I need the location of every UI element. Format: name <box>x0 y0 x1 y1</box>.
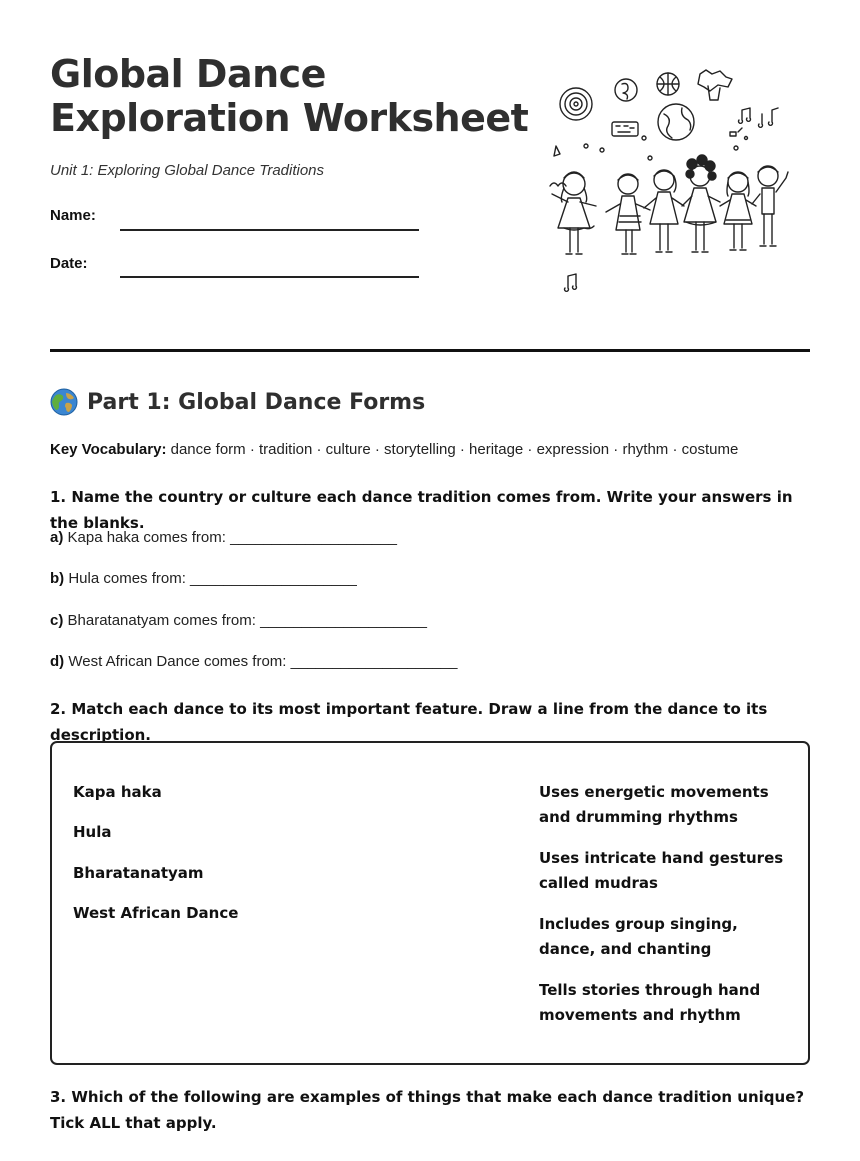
dancing-children-illustration <box>540 66 800 296</box>
match-feature-4[interactable]: Tells stories through hand movements and rhythm <box>539 981 761 1024</box>
title-line-1: Global Dance <box>50 52 326 96</box>
matching-box <box>50 741 810 1065</box>
question-1-item-d[interactable] <box>50 653 458 670</box>
item-text: West African Dance comes from: ____________________ <box>68 653 458 670</box>
match-dance-hula[interactable]: Hula <box>73 823 112 841</box>
vocab-label: Key Vocabulary: <box>50 441 167 458</box>
question-1-prompt: 1. Name the country or culture each dance tradition comes from. Write your answers in the blanks. <box>50 488 793 532</box>
key-vocabulary <box>50 441 738 458</box>
unit-subtitle: Unit 1: Exploring Global Dance Traditions <box>50 162 325 179</box>
question-3-prompt: 3. Which of the following are examples of things that make each dance tradition unique? Tick ALL that apply. <box>50 1088 805 1132</box>
globe-icon <box>50 388 78 416</box>
item-text: Kapa haka comes from: ____________________ <box>67 529 397 546</box>
date-field[interactable] <box>120 276 419 278</box>
title-line-2: Exploration Worksheet <box>50 96 529 140</box>
match-feature-1[interactable]: Uses energetic movements and drumming rhythms <box>539 783 769 826</box>
item-text: Hula comes from: ____________________ <box>68 570 357 587</box>
match-dance-bharatanatyam[interactable]: Bharatanatyam <box>73 864 204 882</box>
part-1-heading <box>50 388 425 416</box>
part-1-heading-text: Part 1: Global Dance Forms <box>87 389 426 415</box>
vocab-words: dance form · tradition · culture · storytelling · heritage · expression · rhythm · costume <box>170 441 739 458</box>
match-feature-3[interactable]: Includes group singing, dance, and chanting <box>539 915 738 958</box>
match-feature-2[interactable]: Uses intricate hand gestures called mudras <box>539 849 784 892</box>
question-2-prompt: 2. Match each dance to its most important feature. Draw a line from the dance to its description. <box>50 700 768 744</box>
name-label: Name: <box>50 207 96 224</box>
match-dance-west-african[interactable]: West African Dance <box>73 904 239 922</box>
header-divider <box>50 349 810 352</box>
item-letter: b) <box>50 570 65 587</box>
item-letter: a) <box>50 529 64 546</box>
item-letter: c) <box>50 612 64 629</box>
match-dance-kapa-haka[interactable]: Kapa haka <box>73 783 162 801</box>
item-text: Bharatanatyam comes from: ____________________ <box>67 612 427 629</box>
item-letter: d) <box>50 653 65 670</box>
name-field[interactable] <box>120 229 419 231</box>
question-1-item-b[interactable] <box>50 570 357 587</box>
worksheet-title <box>50 52 528 140</box>
question-1-item-c[interactable] <box>50 612 427 629</box>
question-1-item-a[interactable] <box>50 529 397 546</box>
date-label: Date: <box>50 255 88 272</box>
